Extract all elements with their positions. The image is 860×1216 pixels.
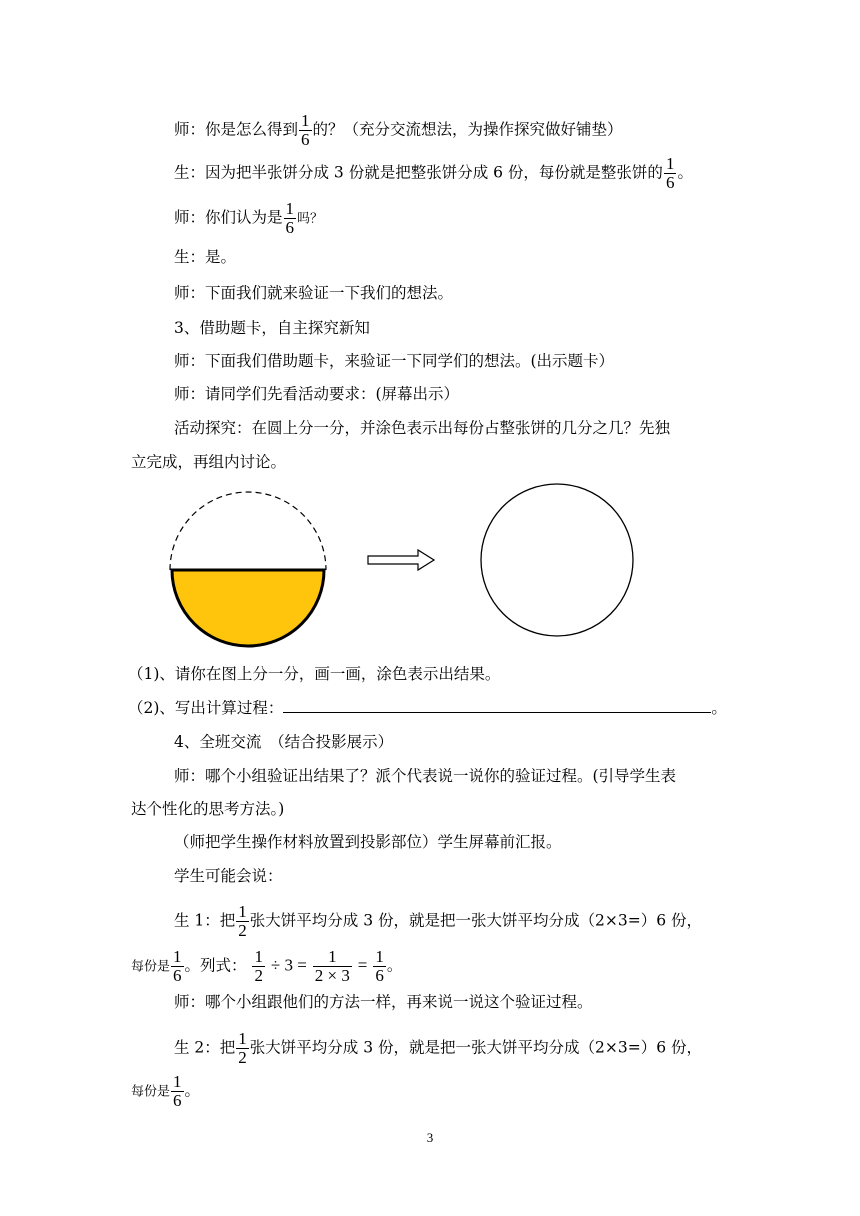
arrow-right-icon (368, 550, 434, 570)
fraction (252, 948, 265, 985)
fraction (284, 200, 297, 237)
fraction (236, 903, 249, 940)
denominator: 6 (285, 218, 295, 237)
denominator: 2 (238, 1048, 247, 1067)
dialogue-line (174, 200, 323, 237)
dialogue-line: 师：下面我们借助题卡，来验证一下同学们的想法。(出示题卡） (174, 352, 615, 370)
fraction (171, 1073, 184, 1110)
numerator: 1 (173, 1072, 182, 1091)
text: 张大饼平均分成 3 份，就是把一张大饼平均分成（2×3=）6 份， (249, 1038, 703, 1057)
numerator: 1 (301, 111, 310, 130)
fraction (236, 1030, 249, 1067)
numerator: 1 (375, 947, 384, 966)
denominator: 2 (238, 921, 247, 940)
text: ÷ 3 = (270, 955, 307, 975)
text: 。列式： (184, 956, 247, 975)
dialogue-line (174, 1030, 702, 1067)
text: 师：你们认为是 (174, 208, 283, 227)
dialogue-line: 师：下面我们就来验证一下我们的想法。 (174, 284, 454, 302)
question-2 (128, 698, 727, 718)
numerator: 1 (665, 154, 675, 173)
filled-half-circle (172, 570, 324, 646)
text: 。 (386, 956, 403, 975)
text: 生：因为把半张饼分成 3 份就是把整张饼分成 6 份，每份就是整张饼的 (174, 163, 663, 182)
numerator: 1 (238, 1029, 247, 1048)
blank-circle (481, 484, 633, 636)
section-heading: 4、全班交流 （结合投影展示） (174, 733, 394, 751)
dashed-half-circle (170, 492, 326, 570)
denominator: 6 (173, 1091, 182, 1110)
text: = (357, 955, 368, 975)
text: 师：你是怎么得到 (174, 120, 299, 139)
activity-text: 立完成，再组内讨论。 (131, 453, 287, 471)
numerator: 1 (254, 947, 263, 966)
answer-blank (283, 698, 711, 713)
dialogue-line: 师：哪个小组验证出结果了？派个代表说一说你的验证过程。(引导学生表 (174, 767, 677, 785)
numerator: 1 (238, 902, 247, 921)
dialogue-line (131, 1073, 200, 1110)
denominator: 6 (665, 173, 675, 192)
dialogue-line: 生：是。 (174, 248, 237, 266)
dialogue-line: 师：请同学们先看活动要求：(屏幕出示） (174, 385, 460, 403)
denominator: 2 (254, 966, 263, 985)
text: 。 (677, 163, 693, 182)
text: （2)、写出计算过程： (128, 699, 284, 717)
text: 吗？ (297, 210, 324, 226)
text: 生 1：把 (174, 911, 236, 930)
text: 张大饼平均分成 3 份，就是把一张大饼平均分成（2×3=）6 份， (249, 911, 703, 930)
question-1: （1)、请你在图上分一分，画一画，涂色表示出结果。 (128, 665, 501, 683)
fraction (664, 155, 677, 192)
activity-text: 活动探究：在圆上分一分，并涂色表示出每份占整张饼的几分之几？先独 (174, 419, 671, 437)
denominator: 6 (173, 966, 182, 985)
fraction (299, 112, 312, 149)
fraction (373, 948, 386, 985)
dialogue-line: 师：哪个小组跟他们的方法一样，再来说一说这个验证过程。 (174, 993, 593, 1011)
fraction (171, 948, 184, 985)
dialogue-line (174, 112, 623, 149)
numerator: 1 (173, 947, 182, 966)
dialogue-line: 达个性化的思考方法。) (131, 800, 285, 818)
denominator: 2 × 3 (314, 966, 350, 985)
dialogue-line: 学生可能会说： (174, 867, 283, 885)
text: 的？（充分交流想法，为操作探究做好铺垫） (312, 120, 623, 139)
text: 。 (711, 699, 727, 717)
text: 每份是 (131, 1083, 171, 1099)
denominator: 6 (301, 130, 310, 149)
dialogue-line (174, 155, 693, 192)
fraction (313, 948, 352, 985)
dialogue-line (174, 903, 702, 940)
text: 。 (184, 1081, 201, 1100)
denominator: 6 (375, 966, 384, 985)
page-number: 3 (426, 1130, 434, 1145)
equation-line (131, 948, 402, 985)
text: 每份是 (131, 958, 171, 974)
activity-figure (160, 478, 650, 658)
numerator: 1 (313, 948, 352, 967)
section-heading: 3、借助题卡，自主探究新知 (174, 319, 370, 337)
text: 生 2：把 (174, 1038, 236, 1057)
numerator: 1 (285, 199, 295, 218)
dialogue-line: （师把学生操作材料放置到投影部位）学生屏幕前汇报。 (174, 833, 562, 851)
